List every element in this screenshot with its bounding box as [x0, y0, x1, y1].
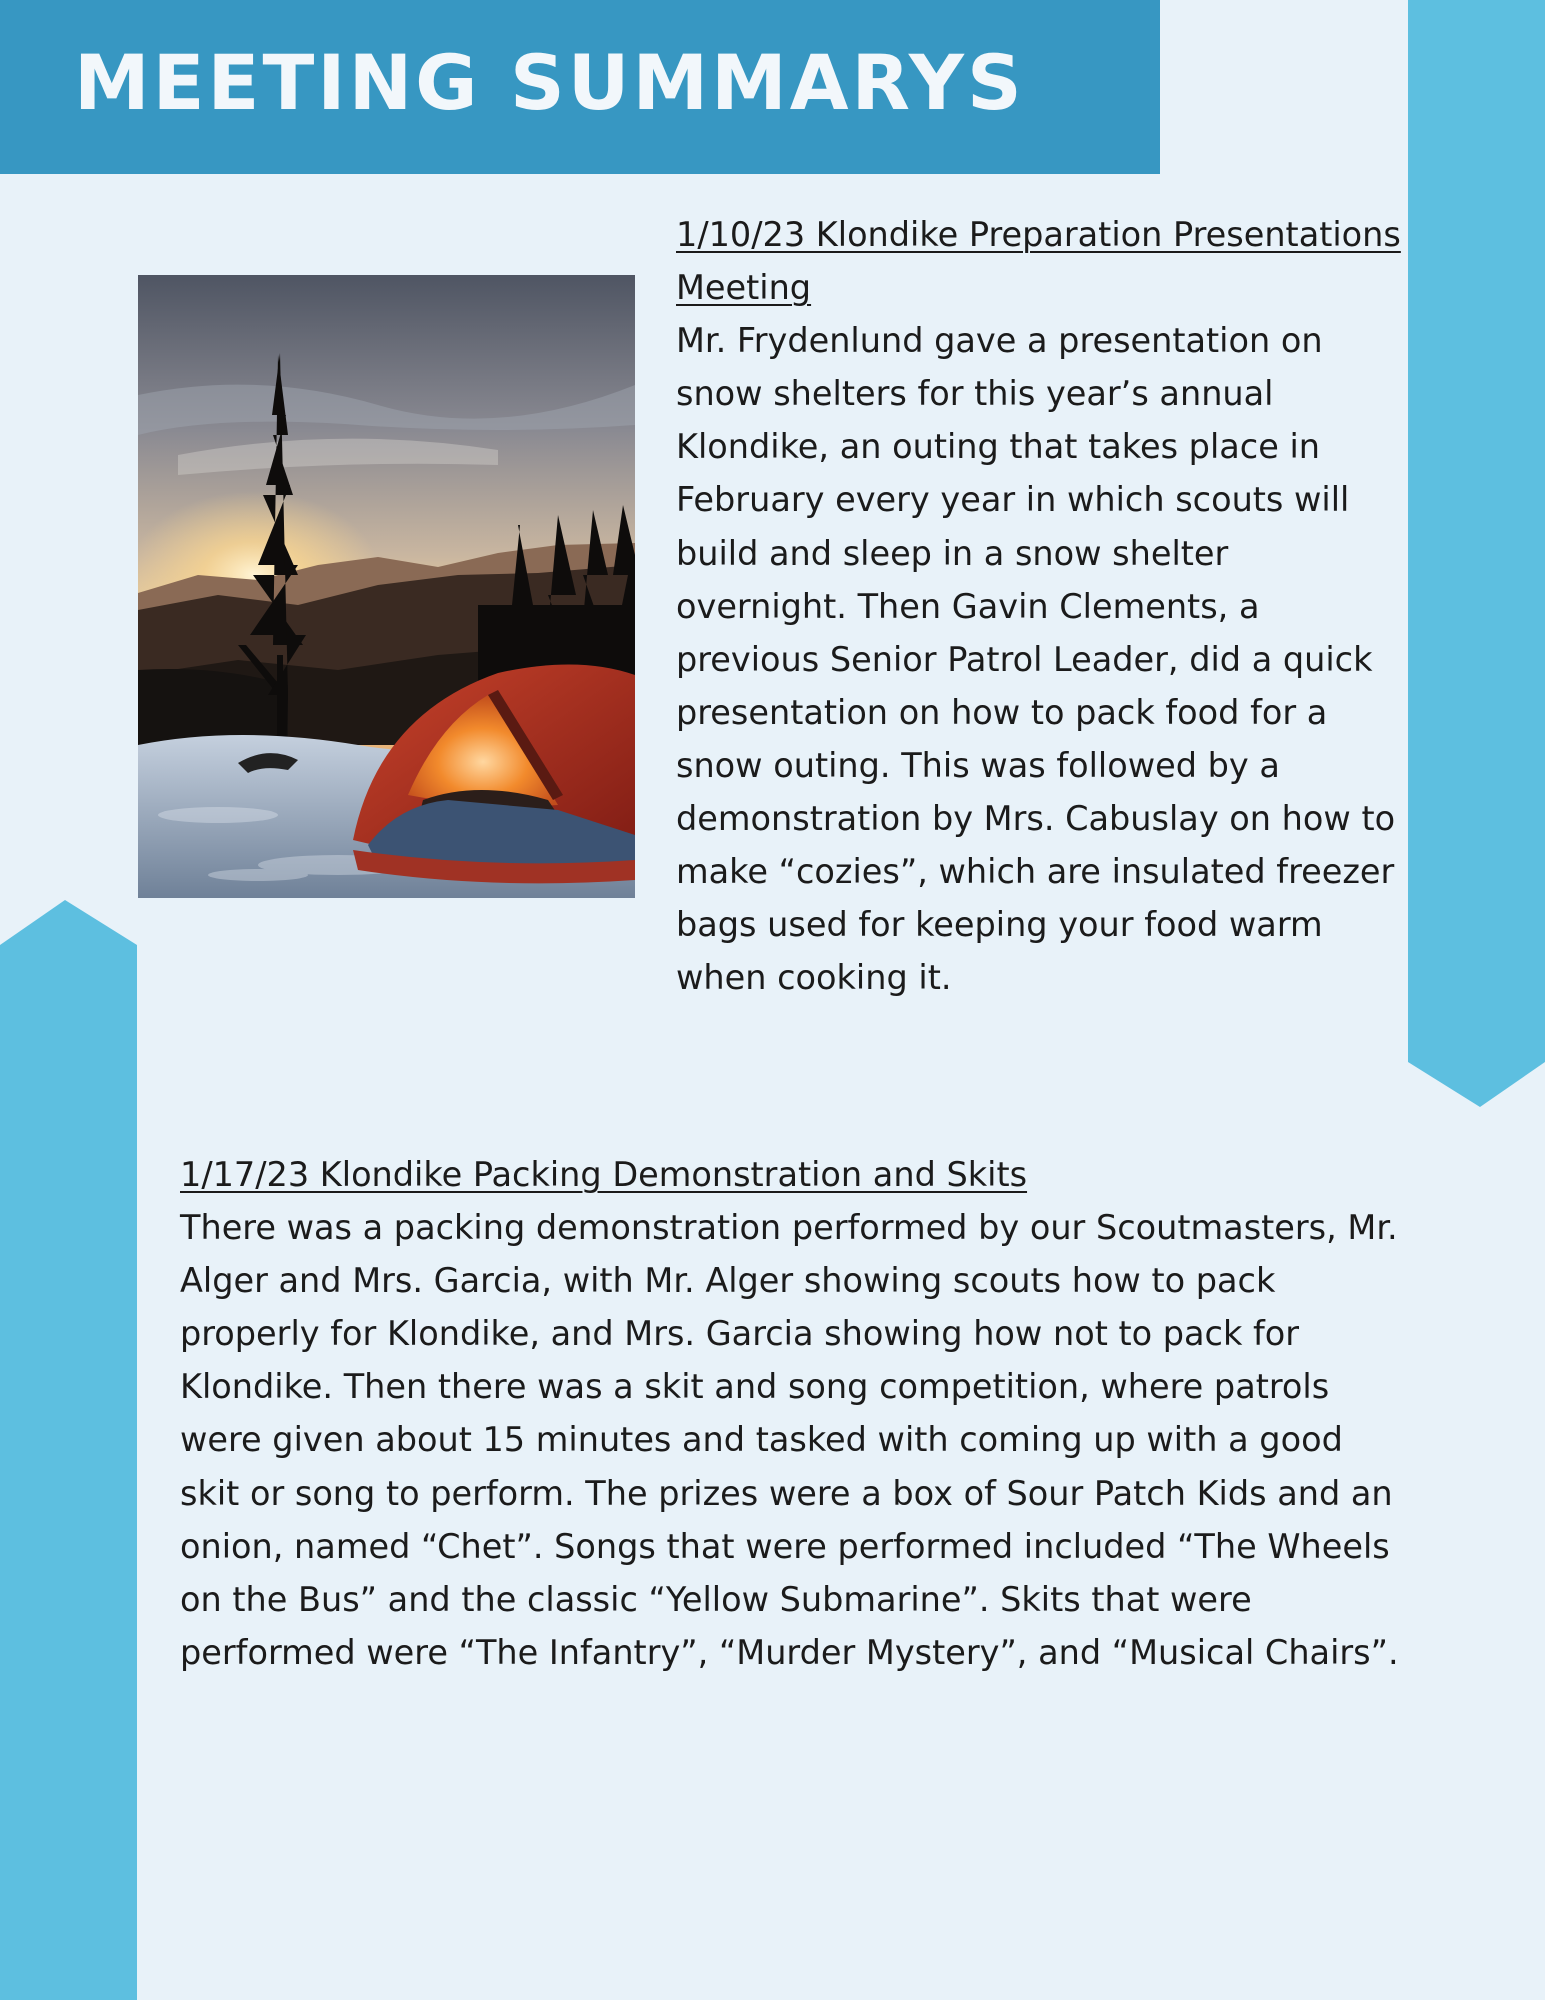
meeting-2-title: 1/17/23 Klondike Packing Demonstration and Skits — [180, 1155, 1028, 1194]
meeting-summary-2 — [180, 1148, 1410, 1679]
header-band — [0, 0, 1160, 174]
campsite-photo — [138, 275, 635, 898]
left-ribbon — [0, 900, 137, 2000]
meeting-1-body: Mr. Frydenlund gave a presentation on snow shelters for this year’s annual Klondike, an outing that takes place in February every year in which scouts will build and sleep in a snow shelter overnight. Then Gavin Clements, a previous Senior Patrol Leader, did a quick presentation on how to pack food for a snow outing. This was followed by a demonstration by Mrs. Cabuslay on how to make “cozies”, which are insulated freezer bags used for keeping your food warm when cooking it. — [676, 321, 1396, 998]
meeting-2-body: There was a packing demonstration performed by our Scoutmasters, Mr. Alger and Mrs. Garcia, with Mr. Alger showing scouts how to pack properly for Klondike, and Mrs. Garcia showing how not to pack for Klondike. Then there was a skit and song competition, where patrols were given about 15 minutes and tasked with coming up with a good skit or song to perform. The prizes were a box of Sour Patch Kids and an onion, named “Chet”. Songs that were performed included “The Wheels on the Bus” and the classic “Yellow Submarine”. Skits that were performed were “The Infantry”, “Murder Mystery”, and “Musical Chairs”. — [180, 1208, 1399, 1672]
meeting-1-title: 1/10/23 Klondike Preparation Presentations Meeting — [676, 215, 1401, 308]
meeting-summary-1 — [676, 208, 1406, 1004]
tent-sunset-image — [138, 275, 635, 898]
page-title: MEETING SUMMARYS — [74, 38, 1025, 127]
right-ribbon — [1408, 0, 1545, 1107]
